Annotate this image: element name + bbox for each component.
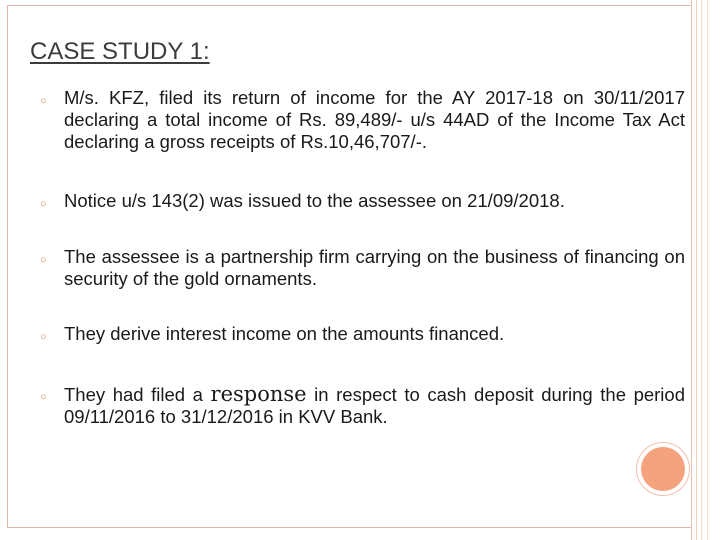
- bullet-text-before: They had filed a: [64, 384, 203, 405]
- slide-title: CASE STUDY 1:: [30, 38, 210, 65]
- bullet-emphasis-word: response: [210, 382, 307, 406]
- decorative-circle: [641, 447, 685, 491]
- bullet-text: They derive interest income on the amounts financed.: [64, 323, 505, 344]
- bullet-circle-icon: ○: [40, 331, 47, 343]
- bullet-circle-icon: ○: [40, 391, 47, 403]
- bullet-list: [40, 87, 685, 428]
- bullet-item: [40, 246, 685, 290]
- bullet-item: [40, 190, 685, 212]
- decorative-line: [707, 0, 708, 540]
- bullet-text: M/s. KFZ, filed its return of income for the AY 2017-18 on 30/11/2017 declaring a total income of Rs. 89,489/- u/s 44AD of the Income Tax Act declaring a gross receipts of Rs.10,46,707/-.: [64, 87, 685, 152]
- bullet-item: [40, 383, 685, 428]
- bullet-circle-icon: ○: [40, 254, 47, 266]
- decorative-line: [691, 0, 692, 540]
- bullet-circle-icon: ○: [40, 95, 47, 107]
- bullet-item: [40, 323, 685, 345]
- bullet-circle-icon: ○: [40, 198, 47, 210]
- bullet-text-after: in respect to cash deposit during the period 09/11/2016 to 31/12/2016 in KVV Bank.: [64, 384, 685, 427]
- bullet-text: The assessee is a partnership firm carrying on the business of financing on security of the gold ornaments.: [64, 246, 685, 289]
- bullet-text: Notice u/s 143(2) was issued to the assessee on 21/09/2018.: [64, 190, 565, 211]
- decorative-line: [696, 0, 697, 540]
- bullet-item: [40, 87, 685, 153]
- decorative-line: [701, 0, 702, 540]
